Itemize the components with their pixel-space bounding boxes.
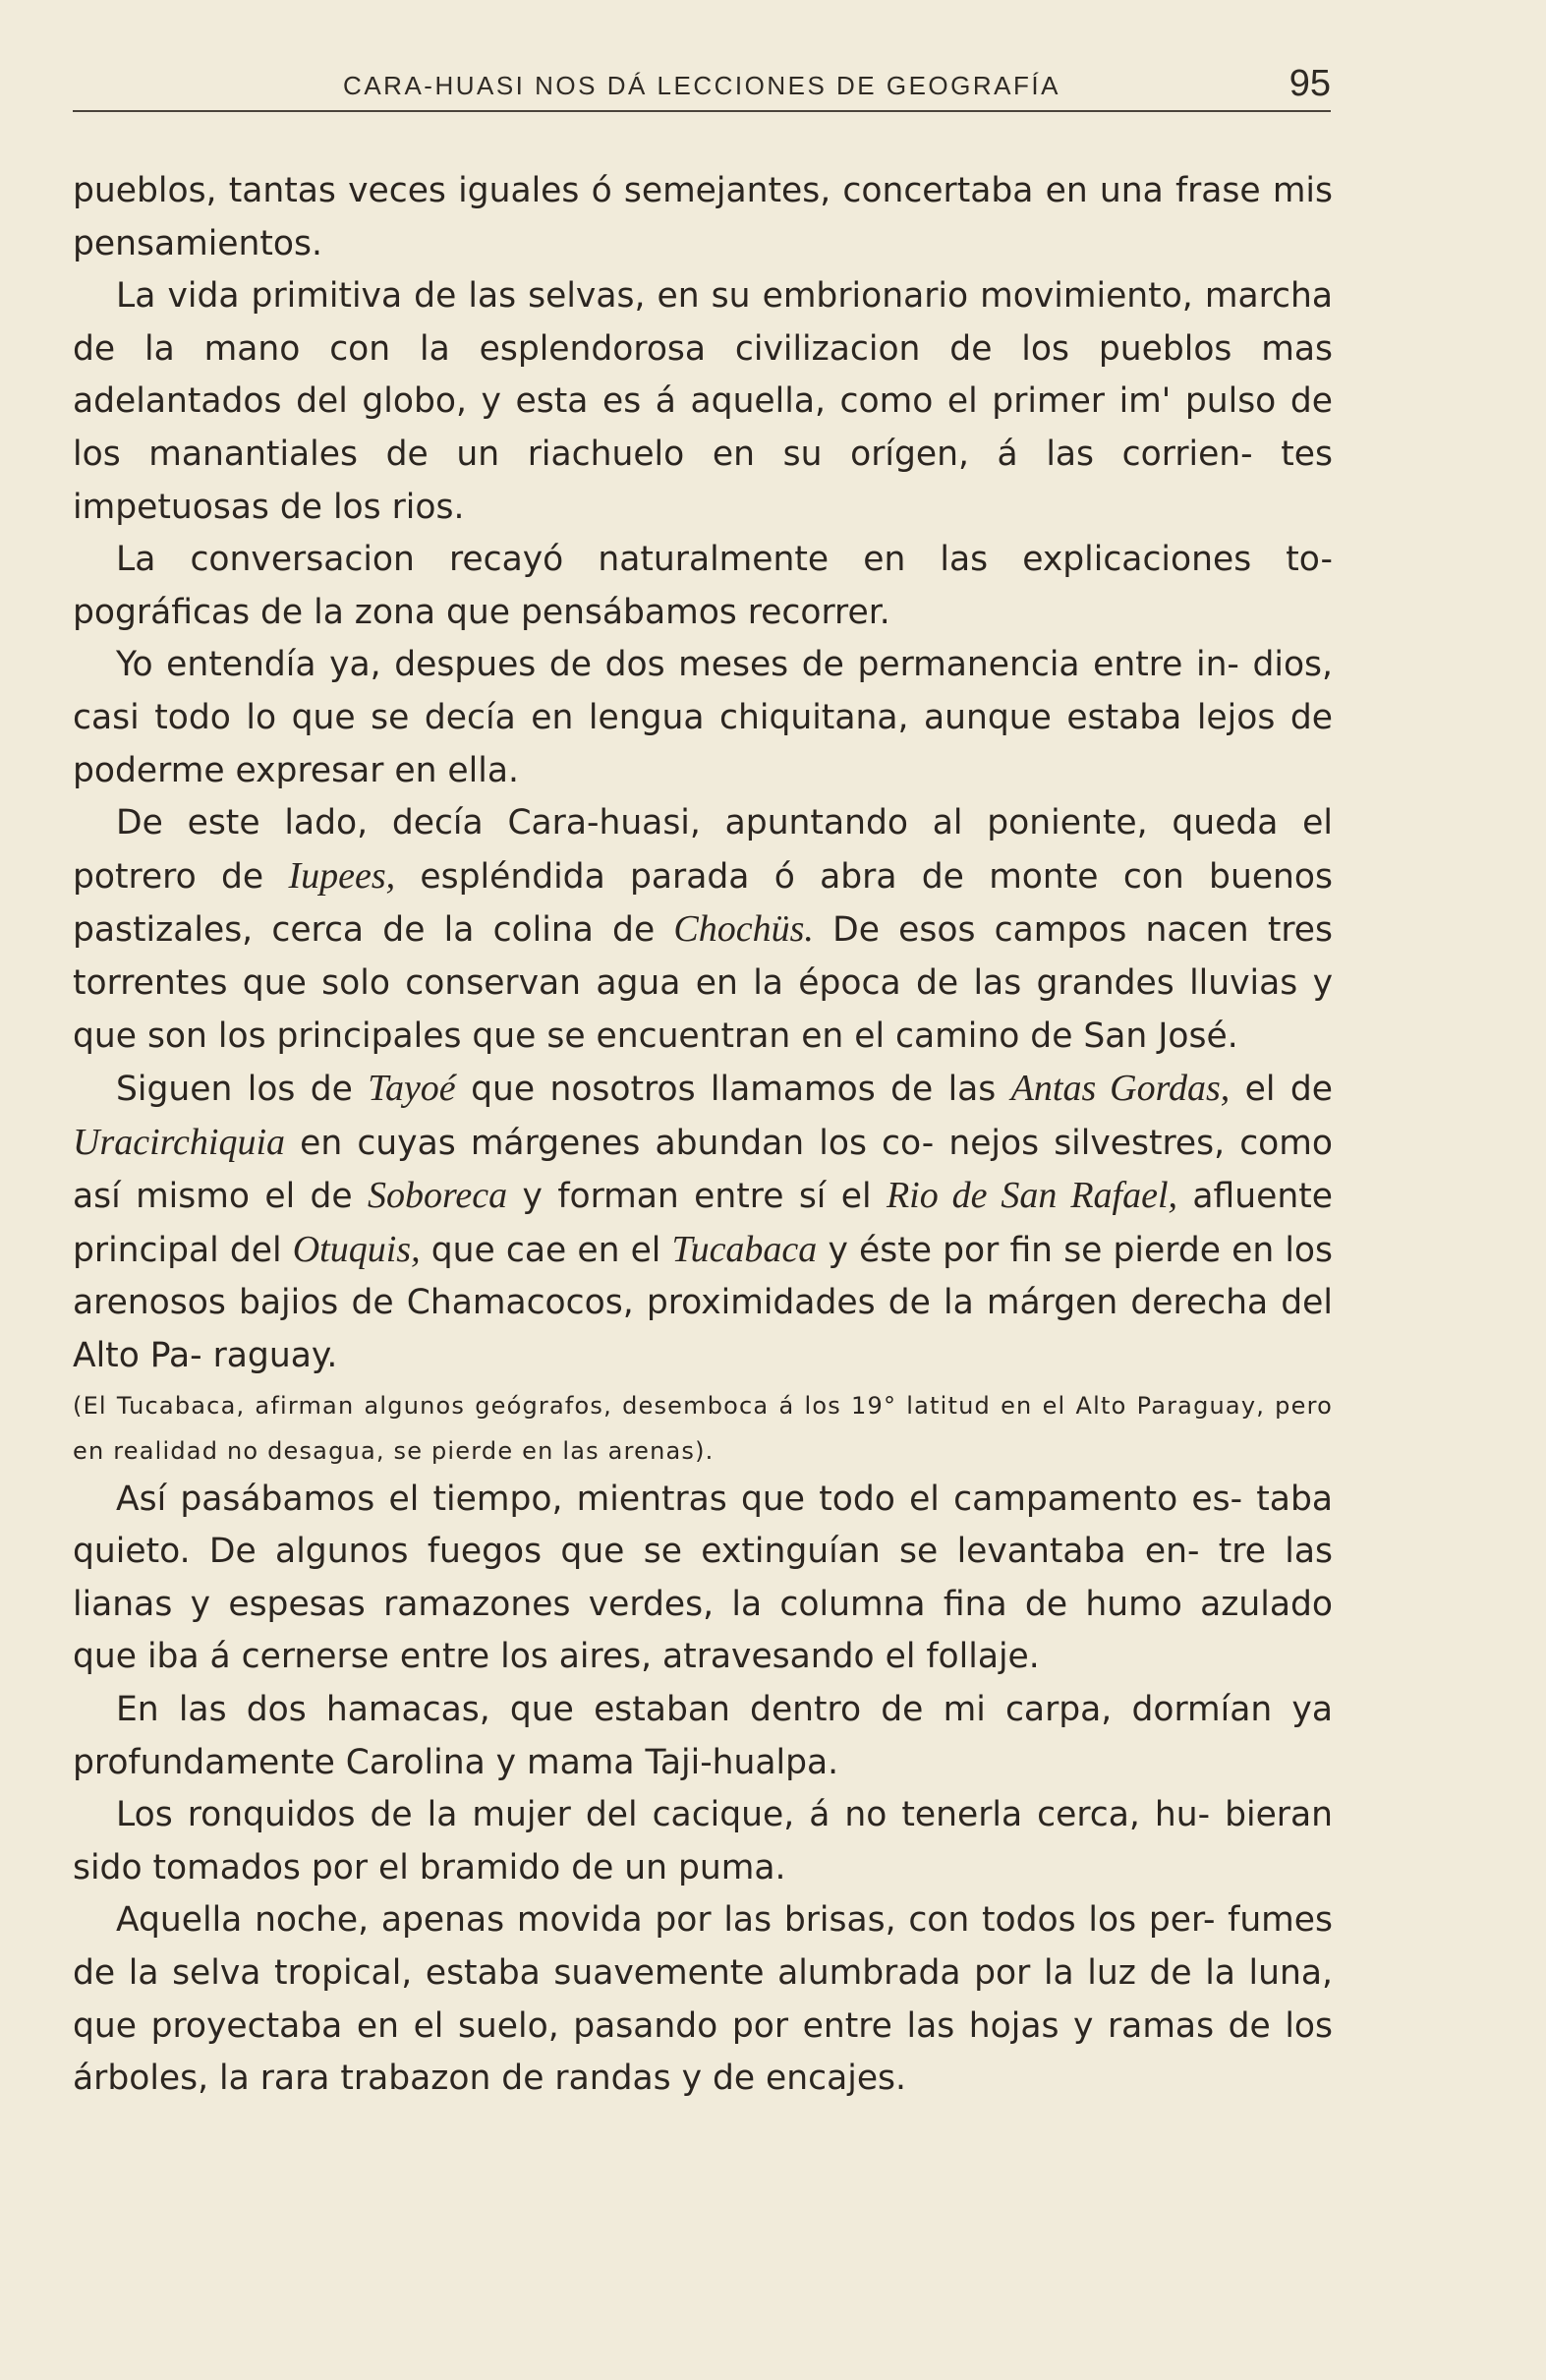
page-header [73,61,1331,112]
text-run: espléndida parada ó abra de monte con buenos pastizales, cerca de la colina de [73,856,1333,951]
text-run: De este lado, decía Cara-huasi, apuntando al poniente, queda el potrero de [73,803,1333,897]
text-run: y éste por fin se pierde en los arenosos bajios de Chamacocos, proximidades de la márgen derecha del Alto Pa- raguay. [73,1230,1333,1376]
place-name: Otuquis, [292,1228,421,1270]
place-name: Tucabaca [671,1228,818,1270]
text-run: y forman entre sí el [507,1177,887,1217]
text-run: afluente principal del [73,1177,1333,1270]
place-name: Rio de San Rafael, [886,1175,1178,1217]
paragraph [73,797,1333,1063]
place-name: Soboreca [368,1175,508,1217]
paragraph: Así pasábamos el tiempo, mientras que todo el campamento es- taba quieto. De algunos fuegos que se extinguían se levantaba en- tre las lianas y espesas ramazones verdes, la columna fina de humo azulado que iba á cernerse entre los aires, atravesando el follaje. [73,1479,1333,1677]
body-text [73,165,1333,2106]
text-run: que cae en el [420,1230,672,1270]
text-run: el de [1230,1070,1333,1110]
running-title: CARA-HUASI NOS DÁ LECCIONES DE GEOGRAFÍA [343,71,1060,100]
page-number: 95 [1288,63,1331,104]
paragraph: Los ronquidos de la mujer del cacique, á no tenerla cerca, hu- bieran sido tomados por el bramido de un puma. [73,1795,1333,1887]
place-name: Iupees, [288,854,396,897]
text-run: De esos campos nacen tres torrentes que solo conservan agua en la época de las grandes lluvias y que son los principales que se encuentran en el camino de San José. [73,910,1333,1056]
paragraph [73,1063,1333,1383]
paragraph: La vida primitiva de las selvas, en su embrionario movimiento, marcha de la mano con la esplendorosa civilizacion de los pueblos mas adelantados del globo, y esta es á aquella, como el primer im' pulso de los manantiales de un riachuelo en su orígen, á las corrien- tes impetuosas de los rios. [73,276,1333,527]
paragraph: En las dos hamacas, que estaban dentro de mi carpa, dormían ya profundamente Carolina y mama Taji-hualpa. [73,1690,1333,1782]
place-name: Tayoé [368,1068,456,1110]
parenthetical-note: (El Tucabaca, afirman algunos geógrafos, desemboca á los 19° latitud en el Alto Paraguay, pero en realidad no desagua, se pierde en las arenas). [73,1391,1333,1465]
paragraph: Yo entendía ya, despues de dos meses de permanencia entre in- dios, casi todo lo que se decía en lengua chiquitana, aunque estaba lejos de poderme expresar en ella. [73,645,1333,790]
place-name: Chochüs. [673,908,814,951]
place-name: Antas Gordas, [1010,1068,1231,1110]
paragraph: Aquella noche, apenas movida por las brisas, con todos los per- fumes de la selva tropical, estaba suavemente alumbrada por la luz de la luna, que proyectaba en el suelo, pasando por entre las hojas y ramas de los árboles, la rara trabazon de randas y de encajes. [73,1900,1333,2099]
text-run: que nosotros llamamos de las [455,1070,1011,1110]
text-run: en cuyas márgenes abundan los co- nejos silvestres, como así mismo el de [73,1123,1333,1217]
place-name: Uracirchiquia [73,1121,286,1163]
paragraph: pueblos, tantas veces iguales ó semejantes, concertaba en una frase mis pensamientos. [73,171,1333,263]
paragraph: La conversacion recayó naturalmente en las explicaciones to- pográficas de la zona que pensábamos recorrer. [73,540,1333,632]
text-run: Siguen los de [116,1070,369,1110]
